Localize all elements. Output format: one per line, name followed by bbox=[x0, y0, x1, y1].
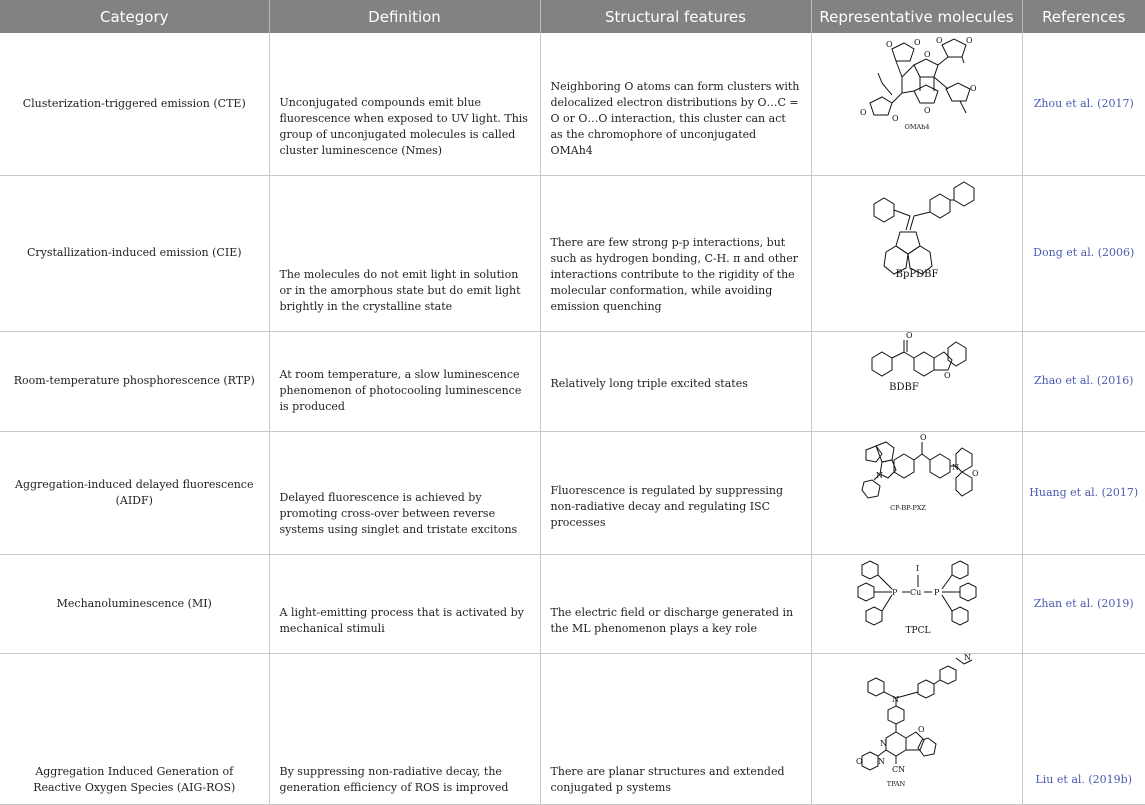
svg-text:O: O bbox=[892, 114, 899, 123]
features-cell bbox=[540, 431, 811, 554]
svg-text:O: O bbox=[914, 38, 921, 47]
molecule-cell bbox=[811, 554, 1022, 653]
svg-text:O: O bbox=[966, 36, 973, 45]
svg-text:O: O bbox=[936, 36, 943, 45]
svg-text:O: O bbox=[970, 84, 977, 93]
definition-text: By suppressing non-radiative decay, the generation efficiency of ROS is improved bbox=[280, 764, 530, 804]
svg-text:O: O bbox=[924, 106, 931, 115]
svg-text:O: O bbox=[886, 40, 893, 49]
definition-cell bbox=[269, 331, 540, 431]
category-cell: Mechanoluminescence (MI) bbox=[0, 554, 269, 653]
features-text: Relatively long triple excited states bbox=[551, 376, 801, 431]
features-text: Fluorescence is regulated by suppressing non-radiative decay and regulating ISC processes bbox=[551, 483, 801, 554]
reference-cell bbox=[1022, 175, 1145, 331]
definition-text: The molecules do not emit light in solution or in the amorphous state but do emit light brightly in the crystalline state bbox=[280, 267, 530, 331]
features-cell bbox=[540, 33, 811, 175]
definition-text: A light-emitting process that is activated by mechanical stimuli bbox=[280, 605, 530, 653]
molecule-cell bbox=[811, 331, 1022, 431]
features-text: There are few strong p-p interactions, but such as hydrogen bonding, C-H. π and other interactions contribute to the rigidity of the molecular conformation, while avoiding emission quenching bbox=[551, 235, 801, 331]
svg-text:P: P bbox=[934, 588, 940, 597]
definition-cell bbox=[269, 431, 540, 554]
table-row bbox=[0, 431, 1145, 554]
molecule-cell bbox=[811, 431, 1022, 554]
features-text: There are planar structures and extended conjugated p systems bbox=[551, 764, 801, 804]
svg-text:O: O bbox=[860, 108, 867, 117]
svg-text:O: O bbox=[856, 757, 863, 766]
reference-cell bbox=[1022, 554, 1145, 653]
svg-text:I: I bbox=[916, 564, 919, 573]
molecule-label: OMAh4 bbox=[904, 123, 929, 131]
molecule-cell bbox=[811, 653, 1022, 804]
svg-text:O: O bbox=[920, 433, 927, 442]
reference-cell bbox=[1022, 431, 1145, 554]
definition-cell bbox=[269, 554, 540, 653]
svg-text:N: N bbox=[892, 695, 899, 704]
reference-cell bbox=[1022, 653, 1145, 804]
features-text: Neighboring O atoms can form clusters with delocalized electron distributions by O…C = O or O…O interaction, this cluster can act as the chromophore of unconjugated OMAh4 bbox=[551, 79, 801, 175]
reference-link[interactable]: Zhou et al. (2017) bbox=[1034, 97, 1134, 110]
svg-text:Cu: Cu bbox=[910, 588, 921, 597]
molecule-structure-tpcl bbox=[852, 555, 982, 635]
molecule-cell bbox=[811, 175, 1022, 331]
table-row bbox=[0, 33, 1145, 175]
definition-cell bbox=[269, 33, 540, 175]
features-text: The electric field or discharge generated in the ML phenomenon plays a key role bbox=[551, 605, 801, 653]
molecule-label: CP-BP-PXZ bbox=[890, 504, 926, 512]
header-representative-molecules: Representative molecules bbox=[811, 0, 1022, 33]
features-cell bbox=[540, 653, 811, 804]
molecule-structure-bdbf bbox=[852, 332, 982, 394]
header-category: Category bbox=[0, 0, 269, 33]
svg-text:O: O bbox=[924, 50, 931, 59]
reference-cell bbox=[1022, 33, 1145, 175]
svg-text:N: N bbox=[880, 739, 887, 748]
molecule-label: TPCL bbox=[905, 626, 930, 635]
molecule-cell bbox=[811, 33, 1022, 175]
svg-text:P: P bbox=[892, 588, 898, 597]
svg-text:N: N bbox=[964, 654, 971, 662]
svg-text:O: O bbox=[944, 371, 951, 380]
reference-link[interactable]: Huang et al. (2017) bbox=[1029, 486, 1138, 499]
definition-cell bbox=[269, 175, 540, 331]
molecule-structure-bppdbf bbox=[852, 176, 982, 280]
table-row bbox=[0, 175, 1145, 331]
header-definition: Definition bbox=[269, 0, 540, 33]
definition-text: Delayed fluorescence is achieved by promoting cross-over between reverse systems using singlet and tristate excitons bbox=[280, 490, 530, 554]
molecule-structure-tpan bbox=[852, 654, 982, 790]
svg-text:N: N bbox=[876, 471, 883, 480]
table-row bbox=[0, 653, 1145, 804]
svg-text:N: N bbox=[952, 463, 959, 472]
molecule-structure-cp-bp-pxz bbox=[852, 432, 982, 514]
molecule-label: BpPDBF bbox=[895, 269, 938, 280]
header-structural-features: Structural features bbox=[540, 0, 811, 33]
header-row bbox=[0, 0, 1145, 33]
features-cell bbox=[540, 175, 811, 331]
svg-text:N: N bbox=[878, 757, 885, 766]
category-text: Aggregation Induced Generation of Reactive Oxygen Species (AIG-ROS) bbox=[10, 764, 259, 804]
reference-link[interactable]: Dong et al. (2006) bbox=[1033, 246, 1134, 259]
reference-link[interactable]: Liu et al. (2019b) bbox=[1023, 772, 1145, 804]
definition-text: At room temperature, a slow luminescence phenomenon of photocooling luminescence is produced bbox=[280, 367, 530, 431]
category-cell: Room-temperature phosphorescence (RTP) bbox=[0, 331, 269, 431]
molecule-label: BDBF bbox=[889, 382, 919, 393]
table-row bbox=[0, 554, 1145, 653]
svg-text:O: O bbox=[918, 725, 925, 734]
definition-text: Unconjugated compounds emit blue fluorescence when exposed to UV light. This group of unconjugated molecules is called cluster luminescence (Nmes) bbox=[280, 95, 530, 175]
category-cell bbox=[0, 653, 269, 804]
svg-text:O: O bbox=[906, 332, 913, 340]
table-row bbox=[0, 331, 1145, 431]
definition-cell bbox=[269, 653, 540, 804]
category-cell: Aggregation-induced delayed fluorescence (AIDF) bbox=[0, 431, 269, 554]
features-cell bbox=[540, 331, 811, 431]
reference-link[interactable]: Zhao et al. (2016) bbox=[1034, 374, 1133, 387]
svg-text:O: O bbox=[972, 469, 979, 478]
reference-cell bbox=[1022, 331, 1145, 431]
category-cell: Crystallization-induced emission (CIE) bbox=[0, 175, 269, 331]
category-cell: Clusterization-triggered emission (CTE) bbox=[0, 33, 269, 175]
svg-text:CN: CN bbox=[892, 765, 905, 774]
header-references: References bbox=[1022, 0, 1145, 33]
reference-link[interactable]: Zhan et al. (2019) bbox=[1034, 597, 1134, 610]
molecule-label: TPAN bbox=[886, 780, 905, 788]
features-cell bbox=[540, 554, 811, 653]
molecule-structure-omah4 bbox=[852, 33, 982, 133]
